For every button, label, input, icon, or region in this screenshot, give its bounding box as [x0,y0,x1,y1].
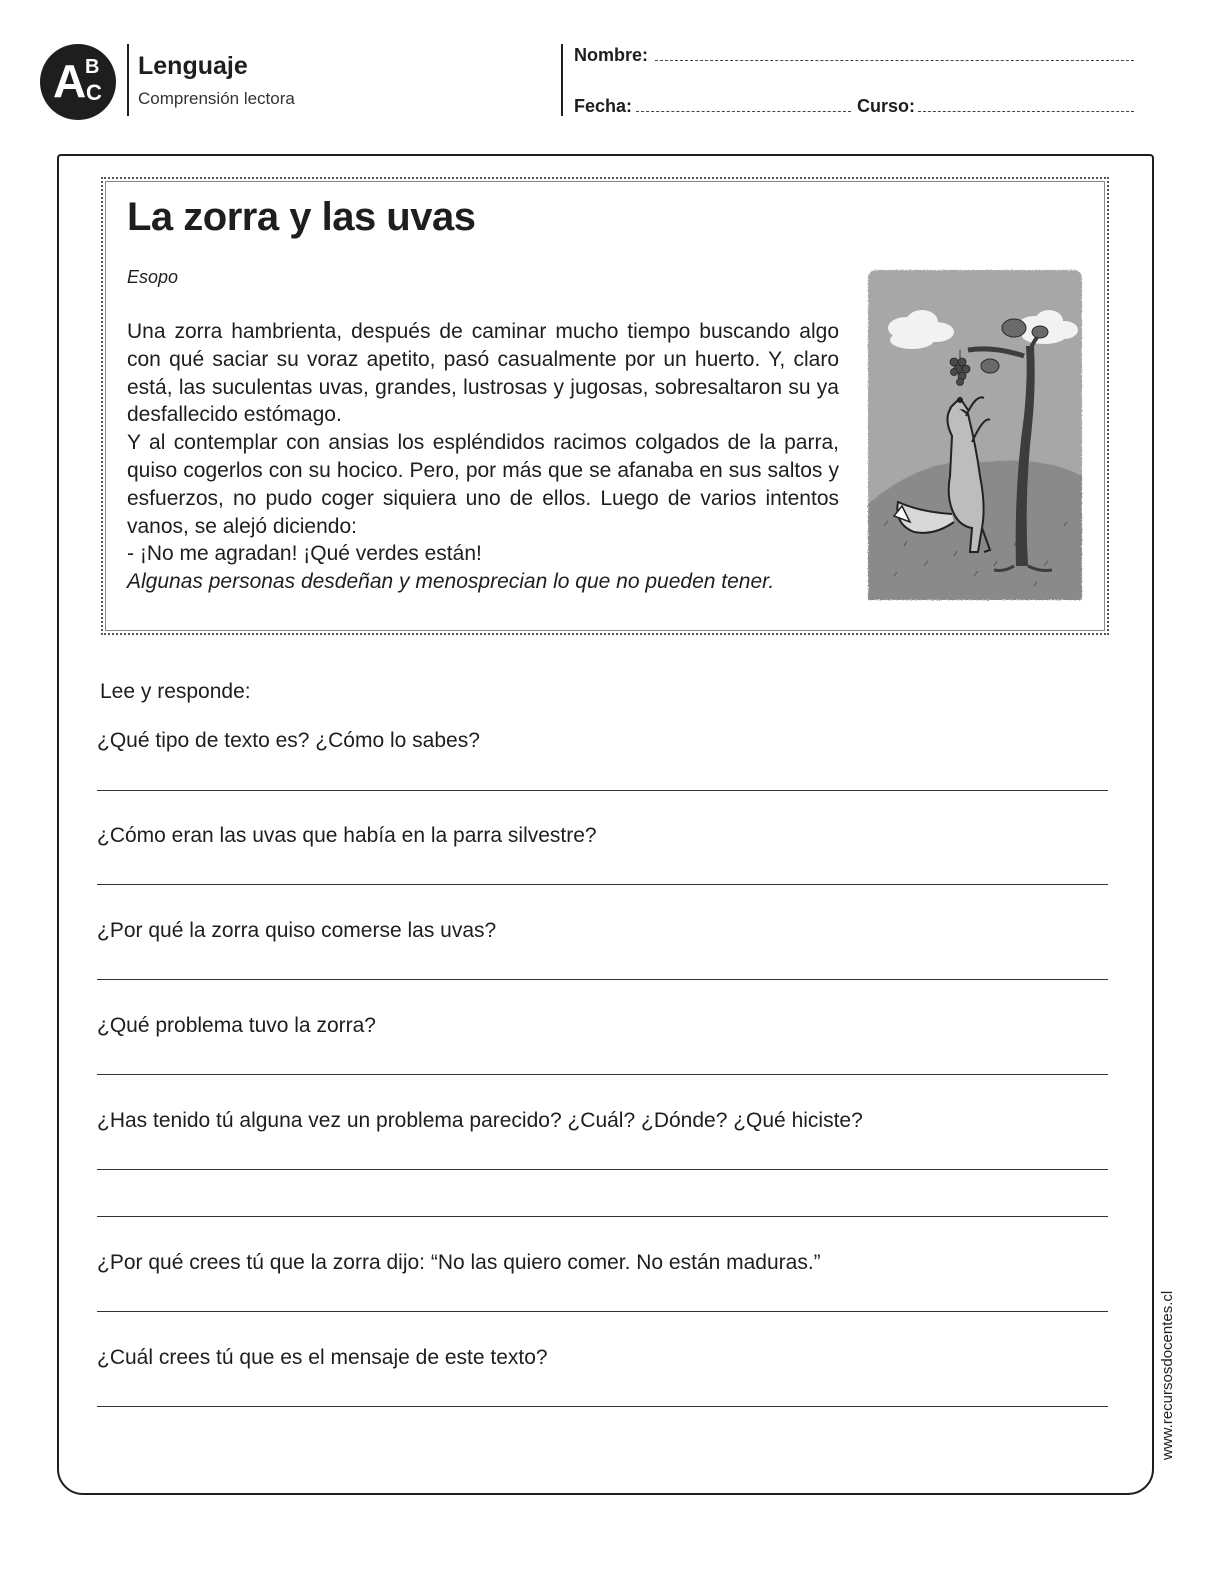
website-url: www.recursosdocentes.cl [1159,1290,1176,1460]
story-paragraph: Y al contemplar con ansias los espléndidos racimos colgados de la parra, quiso cogerlos con su hocico. Pero, por más que se afanaba en sus saltos y esfuerzos, no pudo coger siquiera uno de ellos. Luego de varios intentos vanos, se alejó diciendo: [127,431,839,538]
question-6: ¿Por qué crees tú que la zorra dijo: “No las quiero comer. No están maduras.” [97,1251,821,1274]
answer-line[interactable] [97,1074,1108,1075]
story-paragraph: - ¡No me agradan! ¡Qué verdes están! [127,542,482,566]
name-label: Nombre: [574,45,649,65]
question-5: ¿Has tenido tú alguna vez un problema parecido? ¿Cuál? ¿Dónde? ¿Qué hiciste? [97,1109,863,1132]
question-2: ¿Cómo eran las uvas que había en la parra silvestre? [97,824,597,847]
logo-divider [127,44,129,116]
question-4: ¿Qué problema tuvo la zorra? [97,1014,376,1037]
story-text [127,318,839,596]
abc-logo [40,44,116,120]
subject-subtitle: Comprensión lectora [138,89,295,108]
question-1: ¿Qué tipo de texto es? ¿Cómo lo sabes? [97,729,480,752]
answer-line[interactable] [97,1169,1108,1170]
logo-letter-b: B [85,56,100,78]
date-label: Fecha: [574,96,633,116]
question-3: ¿Por qué la zorra quiso comerse las uvas? [97,919,497,942]
answer-line[interactable] [97,1406,1108,1407]
answer-line[interactable] [97,884,1108,885]
story-title: La zorra y las uvas [127,195,476,239]
course-field[interactable] [918,111,1134,112]
story-paragraph: Una zorra hambrienta, después de caminar mucho tiempo buscando algo con qué saciar su voraz apetito, pasó casualmente por un huerto. Y, claro está, las suculentas uvas, grandes, lustrosas y jugosas, sobresaltaron su ya desfallecido estómago. [127,320,839,427]
header-divider [561,44,563,116]
subject-title: Lenguaje [138,52,248,80]
story-author: Esopo [127,267,179,287]
question-7: ¿Cuál crees tú que es el mensaje de este texto? [97,1346,548,1369]
date-field[interactable] [636,111,851,112]
answer-line[interactable] [97,1216,1108,1217]
logo-letter-a: A [53,55,87,107]
answer-line[interactable] [97,790,1108,791]
instruction-text: Lee y responde: [100,680,251,703]
course-label: Curso: [857,96,915,116]
story-moral: Algunas personas desdeñan y menosprecian lo que no pueden tener. [127,570,775,594]
answer-line[interactable] [97,979,1108,980]
name-field[interactable] [655,60,1134,61]
fox-and-grapes-illustration [864,266,1086,604]
answer-line[interactable] [97,1311,1108,1312]
logo-letter-c: C [86,80,102,105]
